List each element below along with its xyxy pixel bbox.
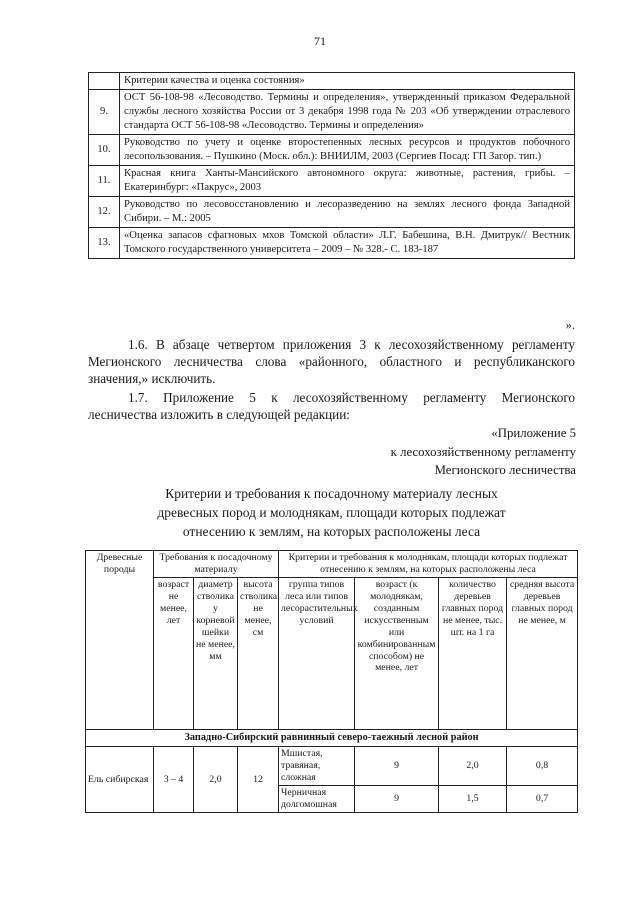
reference-text: Руководство по учету и оценке второстепенных лесных ресурсов и продуктов побочного лесопользования. – Пушкино (Моск. обл.): ВНИИЛМ, 2003 (Сергиев Посад: ГП Загор. тип.) <box>120 134 575 165</box>
table-row <box>89 73 575 90</box>
planting-height: 12 <box>238 747 279 813</box>
tree-count: 1,5 <box>439 786 507 813</box>
references-table <box>88 72 575 259</box>
subheader-height: высота стволика не менее, см <box>238 577 279 729</box>
paragraph-1-6: 1.6. В абзаце четвертом приложения 3 к лесохозяйственному регламенту Мегионского лесничества слова «районного, областного и республиканского значения,» исключить. <box>88 337 575 386</box>
young-age: 9 <box>355 786 439 813</box>
appendix-line: «Приложение 5 <box>491 426 576 440</box>
title-line: отнесению к землям, на которых расположены леса <box>182 524 481 539</box>
row-number: 9. <box>89 89 120 134</box>
criteria-title <box>88 484 575 541</box>
header-young: Критерии и требования к молоднякам, площади которых подлежат отнесению к землям, на которых расположены леса <box>279 551 578 578</box>
table-row <box>86 747 578 786</box>
paragraph-1-7: 1.7. Приложение 5 к лесохозяйственному регламенту Мегионского лесничества изложить в следующей редакции: <box>88 390 575 422</box>
forest-type: Мшистая, травяная, сложная <box>279 747 355 786</box>
species-name: Ель сибирская <box>86 747 154 813</box>
title-line: Критерии и требования к посадочному материалу лесных <box>165 486 498 501</box>
planting-age: 3 – 4 <box>154 747 194 813</box>
subheader-young-age: возраст (к молоднякам, созданным искусственным или комбинированным способом) не менее, лет <box>355 577 439 729</box>
region-row <box>86 729 578 747</box>
header-planting: Требования к посадочному материалу <box>154 551 279 578</box>
table-cell: Критерии качества и оценка состояния» <box>120 73 575 90</box>
subheader-row <box>86 577 578 729</box>
table-row <box>89 165 575 196</box>
table-row <box>89 134 575 165</box>
row-number: 10. <box>89 134 120 165</box>
table-cell <box>89 73 120 90</box>
appendix-line: к лесохозяйственному регламенту <box>390 444 576 459</box>
reference-text: Руководство по лесовосстановлению и лесоразведению на землях лесного фонда Западной Сибири. – М.: 2005 <box>120 196 575 227</box>
avg-height: 0,7 <box>507 786 578 813</box>
closing-quote: ». <box>565 318 575 332</box>
reference-text: ОСТ 56-108-98 «Лесоводство. Термины и определения», утвержденный приказом Федеральной службы лесного хозяйства России от 3 декабря 1998 года № 203 «Об утверждении отраслевого стандарта ОСТ 56-108-98 «Лесоводство. Термины и определения» <box>120 89 575 134</box>
appendix-header <box>391 424 576 480</box>
subheader-age: возраст не менее, лет <box>154 577 194 729</box>
title-line: древесных пород и молоднякам, площади которых подлежат <box>157 505 506 520</box>
appendix-line: Мегионского лесничества <box>434 463 576 477</box>
planting-diameter: 2,0 <box>194 747 238 813</box>
row-number: 12. <box>89 196 120 227</box>
row-number: 13. <box>89 227 120 258</box>
tree-count: 2,0 <box>439 747 507 786</box>
reference-text: Красная книга Ханты-Мансийского автономного округа: животные, растения, грибы. – Екатеринбург: «Пакрус», 2003 <box>120 165 575 196</box>
table-row <box>89 196 575 227</box>
table-row <box>89 227 575 258</box>
reference-text: «Оценка запасов сфагновых мхов Томской области» Л.Г. Бабешина, В.Н. Дмитрук// Вестник Томского государственного университета – 2009 – № 328.- С. 183-187 <box>120 227 575 258</box>
forest-type: Черничная долгомошная <box>279 786 355 813</box>
subheader-count: количество деревьев главных пород не менее, тыс. шт. на 1 га <box>439 577 507 729</box>
header-row <box>86 551 578 578</box>
region-label: Западно-Сибирский равнинный северо-таежный лесной район <box>86 729 578 747</box>
table-row <box>89 89 575 134</box>
subheader-forest-type: группа типов леса или типов лесорастительных условий <box>279 577 355 729</box>
young-age: 9 <box>355 747 439 786</box>
header-species: Древесные породы <box>86 551 154 730</box>
subheader-diameter: диаметр стволика у корневой шейки не менее, мм <box>194 577 238 729</box>
criteria-table <box>85 550 578 813</box>
subheader-avg-height: средняя высота деревьев главных пород не менее, м <box>507 577 578 729</box>
page-number: 71 <box>314 34 326 48</box>
avg-height: 0,8 <box>507 747 578 786</box>
row-number: 11. <box>89 165 120 196</box>
